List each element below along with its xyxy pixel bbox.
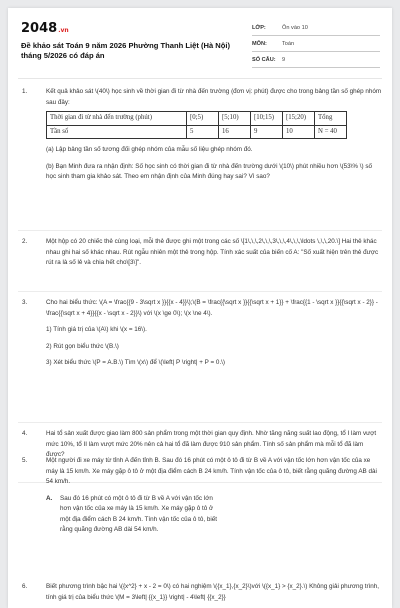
info-key: MÔN: xyxy=(252,40,267,47)
question-5 xyxy=(22,456,382,536)
info-row-count xyxy=(252,52,380,68)
table-cell: 10 xyxy=(283,125,315,139)
table-cell: N = 40 xyxy=(315,125,347,139)
question-part-2: 2) Rút gọn biểu thức \(B.\) xyxy=(46,342,119,350)
table-cell: 16 xyxy=(219,125,251,139)
question-text: Hai tổ sản xuất được giao làm 800 sản phẩm trong một thời gian quy định. Nhờ tăng năng suất lao động, tổ I làm vượt mức 10%, tổ II làm vượt mức 20% nên cả hai tổ đã làm được 910 sản phẩm. Tính số sản phẩm mà mỗi tổ đã làm được? xyxy=(46,430,377,458)
site-logo[interactable] xyxy=(21,21,69,36)
question-text: Một hộp có 20 chiếc thẻ cùng loại, mỗi thẻ được ghi một trong các số \[1\,\,\,2\,\,\,3\,\,\,4\,\,\,\ldots \,\,\,20.\] Hai thẻ khác nhau ghi hai số khác nhau. Rút ngẫu nhiên một thẻ trong hộp. Tính xác suất của biến cố A: "Số xuất hiện trên thẻ được rút ra là số lẻ và chia hết cho\[3\]". xyxy=(46,238,379,266)
question-text: Biết phương trình bậc hai \({x^2} + x - 2 = 0\) có hai nghiệm \({x_1},{x_2}\)với \({x_1} > {x_2}.\) Không giải phương trình, tính giá trị của biểu thức \(M = 3\left| {{x_1}} \right| - 4\left| {{x_2}} xyxy=(46,583,380,601)
info-row-class xyxy=(252,20,380,36)
question-number: 6. xyxy=(22,583,28,590)
table-cell: Tổng xyxy=(315,112,347,126)
table-cell: 5 xyxy=(187,125,219,139)
info-key: LỚP: xyxy=(252,24,266,31)
question-3 xyxy=(22,298,382,369)
question-part-1: 1) Tính giá trị của \(A\) khi \(x = 16\). xyxy=(46,326,147,333)
table-cell: [10;15) xyxy=(251,112,283,126)
info-value: Toán xyxy=(282,40,295,47)
info-value: Ôn vào 10 xyxy=(282,24,308,31)
table-cell: Thời gian đi từ nhà đến trường (phút) xyxy=(47,112,187,126)
answer-label: A. xyxy=(46,494,53,502)
answer-text: Sau đó 16 phút có một ô tô đi từ B về A với vận tốc lớn hơn vận tốc của xe máy là 15 km/h. Xe máy gặp ô tô ở một địa điểm cách B 24 km/h. Tính vận tốc của ô tô, biết rằng quãng đường AB dài 54 km/h. xyxy=(60,494,218,533)
question-number: 2. xyxy=(22,238,28,245)
info-panel xyxy=(252,20,380,68)
table-cell: [5;10) xyxy=(219,112,251,126)
question-text: Cho hai biểu thức: \(A = \frac{{9 - 3\sqrt x }}{{x - 4}}\);\(B = \frac{{\sqrt x }}{{\sqrt x + 1}} + \frac{{1 - \sqrt x }}{{\sqrt x - 2}} - \frac{{\sqrt x + 4}}{{x - \sqrt x - 2}}\) với \(x \ge 0\); \(x \ne 4\). xyxy=(46,299,378,317)
table-cell: 9 xyxy=(251,125,283,139)
question-number: 5. xyxy=(22,457,28,464)
question-separator xyxy=(18,291,382,292)
info-value: 9 xyxy=(282,56,286,63)
question-part-3: 3) Xét biểu thức \(P = A.B.\) Tìm \(x\) để \(\left| P \right| + P = 0.\) xyxy=(46,359,226,366)
question-1 xyxy=(22,87,382,183)
question-number: 1. xyxy=(22,88,28,95)
header-divider xyxy=(18,78,382,79)
question-part-b: (b) Bạn Minh đưa ra nhận định: Số học sinh có thời gian đi từ nhà đến trường dưới \(10\) phút nhiều hơn \(53\% \) số học sinh tham gia khảo sát. Theo em nhận định của Minh đúng hay sai? Vì sao? xyxy=(46,162,373,180)
frequency-table xyxy=(46,111,347,139)
answer-option[interactable] xyxy=(46,494,382,536)
document-page xyxy=(8,8,392,608)
table-cell: Tần số xyxy=(47,125,187,139)
info-row-subject xyxy=(252,36,380,52)
question-number: 4. xyxy=(22,430,28,437)
question-text: Kết quả khảo sát \(40\) học sinh về thời gian đi từ nhà đến trường (đơn vị: phút) được cho trong bảng tần số ghép nhóm sau đây: xyxy=(46,88,382,106)
question-number: 3. xyxy=(22,299,28,306)
question-text: Một người đi xe máy từ tỉnh A đến tỉnh B. Sau đó 16 phút có một ô tô đi từ B về A với vận tốc lớn hơn vận tốc của xe máy là 15 km/h. Xe máy gặp ô tô ở một địa điểm cách B 24 km/h. Tính vận tốc của ô tô, biết rằng quãng đường AB dài 54 km/h. xyxy=(46,457,377,485)
table-cell: [0;5) xyxy=(187,112,219,126)
table-row xyxy=(47,125,347,139)
question-separator xyxy=(18,230,382,231)
table-row xyxy=(47,112,347,126)
question-2 xyxy=(22,237,382,269)
page-title: Đề khảo sát Toán 9 năm 2026 Phường Thanh Liệt (Hà Nội) tháng 5/2026 có đáp án xyxy=(21,41,231,60)
question-separator xyxy=(18,422,382,423)
question-part-a: (a) Lập bảng tần số tương đối ghép nhóm của mẫu số liệu ghép nhóm đó. xyxy=(46,146,253,153)
logo-text: 2048 xyxy=(21,21,58,36)
table-cell: [15;20) xyxy=(283,112,315,126)
info-key: SỐ CÂU: xyxy=(252,56,276,63)
logo-tld: .vn xyxy=(58,27,69,34)
